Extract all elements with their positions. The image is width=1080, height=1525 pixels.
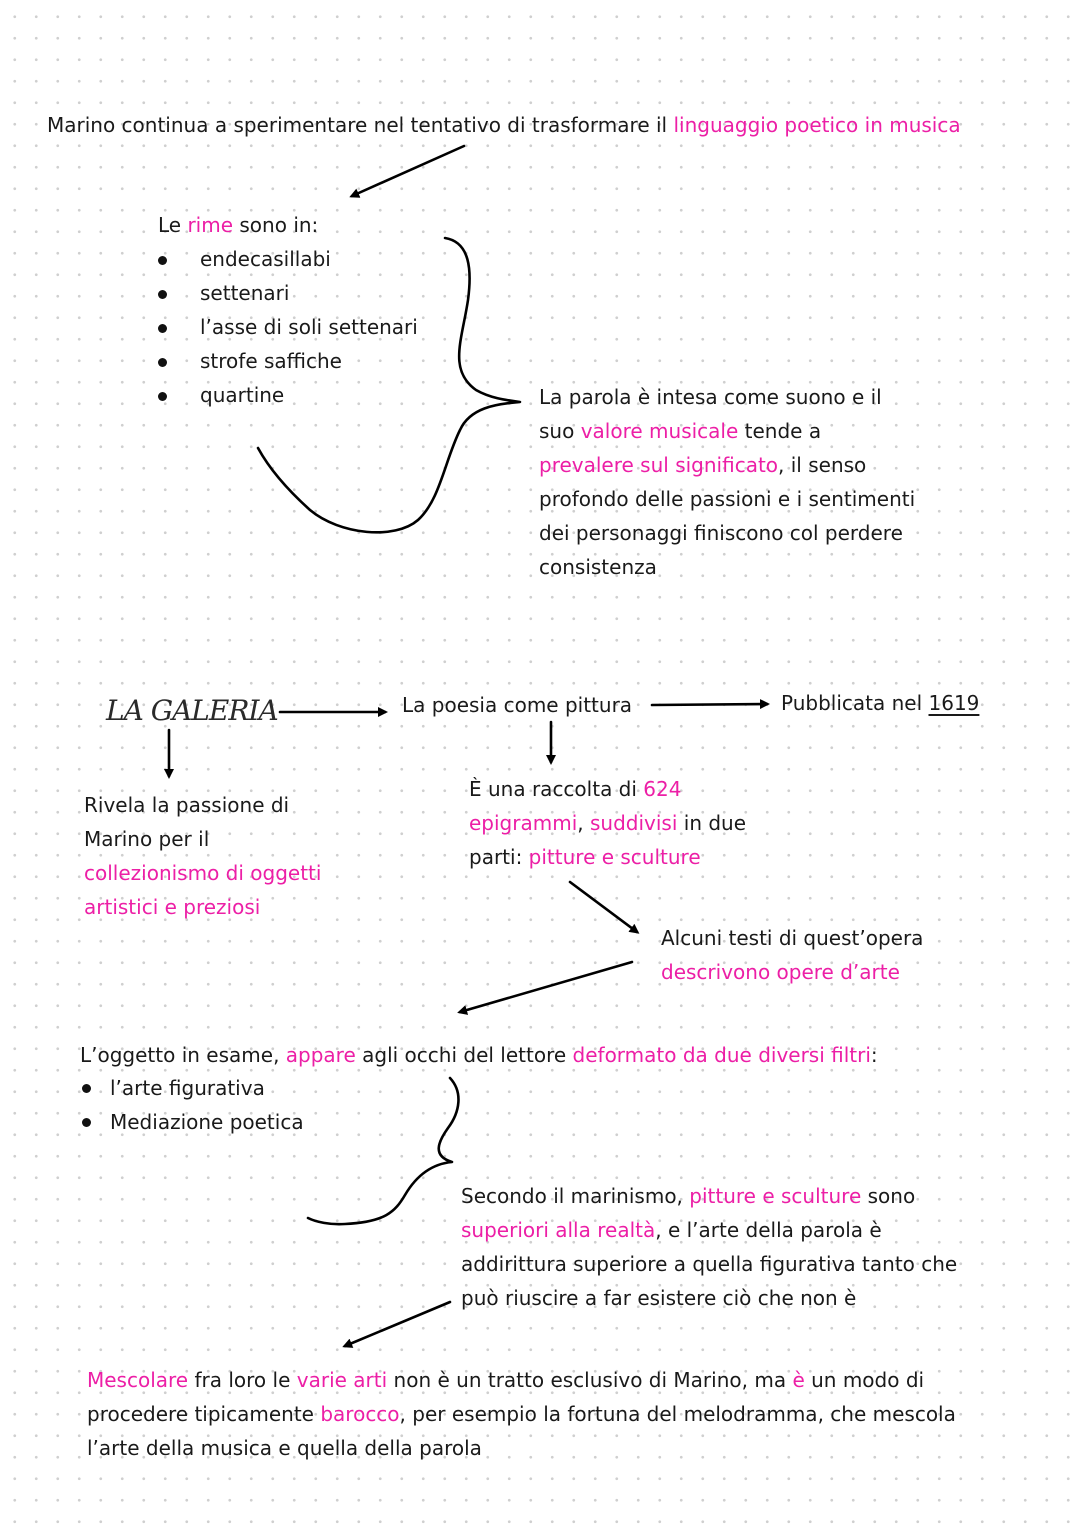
intro-highlight: linguaggio poetico in musica [673, 113, 961, 137]
bullet-icon [158, 358, 167, 367]
parola-line: prevalere sul significato, il senso [539, 453, 867, 477]
mescolare-line: Mescolare fra loro le varie arti non è un tratto esclusivo di Marino, ma è un modo di [87, 1368, 925, 1392]
bullet-icon [158, 324, 167, 333]
alcuni-line: descrivono opere d’arte [661, 960, 900, 984]
rivela-line: collezionismo di oggetti [84, 861, 322, 885]
rivela-line: Rivela la passione di [84, 793, 290, 817]
secondo-line: addirittura superiore a quella figurativa tanto che [461, 1252, 958, 1276]
arrow-raccolta-alcuni [570, 882, 637, 932]
oggetto-item: l’arte figurativa [110, 1076, 265, 1100]
raccolta-line: epigrammi, suddivisi in due [469, 811, 747, 835]
pubblicata: Pubblicata nel 1619 [781, 691, 980, 715]
bullet-icon [82, 1118, 91, 1127]
rime-item: quartine [200, 383, 285, 407]
oggetto-item: Mediazione poetica [110, 1110, 304, 1134]
brace-rime [258, 238, 520, 532]
alcuni-line: Alcuni testi di quest’opera [661, 926, 924, 950]
arrow-poesia-pubblicata [652, 704, 767, 705]
secondo-line: può riuscire a far esistere ciò che non è [461, 1286, 857, 1310]
raccolta-line: parti: pitture e sculture [469, 845, 701, 869]
intro-text: Marino continua a sperimentare nel tentativo di trasformare il [47, 113, 674, 137]
arrow-alcuni-oggetto [460, 962, 632, 1012]
mescolare-line: l’arte della musica e quella della parola [87, 1436, 482, 1460]
bullet-icon [158, 256, 167, 265]
rivela-line: artistici e preziosi [84, 895, 261, 919]
parola-line: suo valore musicale tende a [539, 419, 822, 443]
bullet-icon [82, 1084, 91, 1093]
secondo-line: Secondo il marinismo, pitture e sculture sono [461, 1184, 916, 1208]
parola-line: La parola è intesa come suono e il [539, 385, 882, 409]
year: 1619 [928, 691, 980, 715]
raccolta-line: È una raccolta di 624 [469, 777, 682, 801]
parola-line: dei personaggi finiscono col perdere [539, 521, 903, 545]
oggetto-line: L’oggetto in esame, appare agli occhi del lettore deformato da due diversi filtri: [80, 1043, 878, 1067]
rime-item: settenari [200, 281, 290, 305]
secondo-line: superiori alla realtà, e l’arte della parola è [461, 1218, 882, 1242]
mescolare-line: procedere tipicamente barocco, per esempio la fortuna del melodramma, che mescola [87, 1402, 956, 1426]
rime-keyword: rime [187, 213, 234, 237]
bullet-icon [158, 290, 167, 299]
rime-item: strofe saffiche [200, 349, 342, 373]
brace-oggetto [308, 1078, 458, 1224]
parola-line: consistenza [539, 555, 657, 579]
rime-item: endecasillabi [200, 247, 331, 271]
rivela-line: Marino per il [84, 827, 210, 851]
arrow-secondo-mescolare [345, 1302, 450, 1346]
parola-line: profondo delle passioni e i sentimenti [539, 487, 916, 511]
galeria-title: LA GALERIA [106, 694, 278, 727]
rime-item: l’asse di soli settenari [200, 315, 418, 339]
arrow-intro-rime [352, 146, 464, 196]
bullet-icon [158, 392, 167, 401]
intro-line [47, 108, 961, 142]
rime-heading: Le rime sono in: [158, 213, 319, 237]
poesia-pittura: La poesia come pittura [402, 693, 633, 717]
